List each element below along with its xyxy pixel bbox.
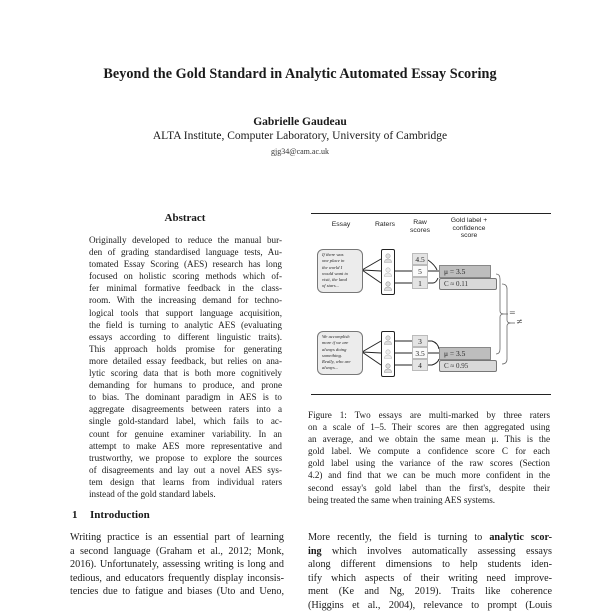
abstract-line: more detailed essay feedback, but relies on ana- — [89, 355, 282, 366]
essay-text-line: of stars... — [322, 283, 340, 289]
col-header-raw-line1: Raw — [413, 219, 427, 226]
abstract-line: trustworthy, we propose to explore the sources — [89, 452, 282, 463]
essay-1-gold-label: μ = 3.5 — [439, 265, 491, 278]
rater-person-icon — [384, 253, 392, 263]
right-line: ment (Ke and Ng, 2019). Traits like coherence — [308, 586, 552, 598]
rater-person-icon — [384, 349, 392, 359]
introduction-body — [70, 531, 284, 599]
essay-1-raters — [381, 249, 395, 295]
right-column-body — [308, 531, 552, 613]
essay-text-line: always... — [322, 365, 339, 371]
section-heading-introduction — [72, 509, 150, 521]
essay-2-confidence: C ≈ 0.95 — [439, 360, 497, 372]
text-run: which involves automatically assessing essays — [321, 545, 552, 557]
abstract-line: lytic scoring data that is both more cognitively — [89, 368, 282, 379]
author-affiliation: ALTA Institute, Computer Laboratory, University of Cambridge — [152, 130, 448, 142]
essay-text-line: Really, who are — [322, 359, 351, 365]
abstract-line: Originally developed to reduce the manual bur- — [89, 235, 282, 245]
caption-line: on a scale of 1–5. Their scores are then aggregated using — [308, 422, 550, 433]
caption-line: gold label using the variance of the raw scores (Section — [308, 458, 550, 469]
rater-person-icon — [384, 281, 392, 291]
essay-2-score-2: 3.5 — [412, 347, 428, 359]
col-header-gold-line3: score — [460, 232, 478, 239]
caption-line: Figure 1: Two essays are multi-marked by three raters — [308, 410, 550, 420]
caption-line: gold label. We compute a confidence score C for each — [308, 446, 550, 457]
col-header-gold-line2: confidence — [452, 224, 486, 232]
abstract-line: instead of the gold standard labels. — [89, 488, 216, 499]
rater-person-icon — [384, 267, 392, 277]
author-email[interactable]: gjg34@cam.ac.uk — [270, 147, 329, 156]
abstract-line: room. With the increasing demand for techno- — [89, 295, 282, 306]
author-name: Gabrielle Gaudeau — [253, 116, 347, 128]
abstract-line: essays according to different linguistic traits). — [89, 331, 282, 342]
essay-text-line: the world I — [322, 264, 343, 270]
abstract-line: attempt to make AES more representative and — [89, 440, 282, 451]
abstract-line: of disagreements and lay out a novel AES sys- — [89, 464, 282, 475]
caption-line: second essay's gold label than the first's, despite their — [308, 482, 550, 493]
essay-2-text-box — [317, 331, 363, 375]
text-run: More recently, the field is turning to — [308, 532, 490, 543]
figure-1-caption — [308, 409, 550, 506]
rater-person-icon — [384, 363, 392, 373]
essay-text-line: We accomplish — [322, 334, 350, 339]
col-header-essay: Essay — [331, 221, 351, 228]
rater-person-icon — [384, 335, 392, 345]
essay-2-score-1: 3 — [412, 335, 428, 347]
essay-text-line: If there was — [322, 252, 344, 257]
intro-line: a second language (Graham et al., 2012; Monk, — [70, 545, 284, 557]
essay-text-line: more if we are — [322, 340, 349, 346]
right-line: (Higgins et al., 2004), relevance to prompt (Louis — [308, 599, 552, 611]
abstract-line: logical tools that support language acquisition, — [89, 307, 282, 318]
essay-1-confidence: C ≈ 0.11 — [439, 278, 497, 290]
intro-line: Writing practice is an essential part of learning — [70, 532, 284, 543]
essay-1-score-3: 1 — [412, 277, 428, 289]
abstract-line: count for genuine examiner variability. In an — [89, 428, 282, 439]
figure-1 — [311, 213, 551, 399]
right-line — [308, 545, 552, 559]
bold-term: ing — [308, 545, 322, 557]
equal-symbol: = — [509, 308, 516, 317]
essay-text-line: one place in — [322, 258, 345, 264]
section-title: Introduction — [90, 509, 150, 521]
essay-text-line: visit, the land — [322, 277, 347, 283]
abstract-body — [89, 234, 282, 500]
abstract-line: focused on holistic scoring methods which of- — [89, 271, 282, 282]
abstract-line: aggregate disagreements between raters into a — [89, 404, 282, 415]
essay-1-text-box — [317, 249, 363, 293]
abstract-line: tem design that learns from individual raters — [89, 476, 282, 487]
section-number: 1 — [72, 509, 78, 521]
essay-text-line: would want to — [322, 270, 349, 276]
intro-line: tencies due to fatigue and biases (Uto and Ueno, — [70, 586, 284, 598]
abstract-line: the field is turning to analytic AES (evaluating — [89, 319, 282, 330]
caption-line: 4.2) and find that we can be much more confident in the — [308, 470, 550, 481]
essay-2-score-3: 4 — [412, 359, 428, 371]
intro-line: tedious, and educators frequently display inconsis- — [70, 572, 284, 584]
abstract-line: to bias. The dominant paradigm in AES is to — [89, 392, 282, 403]
right-line — [308, 531, 552, 545]
essay-1-score-2: 5 — [412, 265, 428, 277]
abstract-line: single gold-standard label, which fails to ac- — [89, 416, 282, 427]
col-header-raw-line2: scores — [409, 226, 431, 234]
bold-term: analytic scor- — [489, 532, 552, 543]
right-line: tify which aspects of their writing need improve- — [308, 572, 552, 584]
not-equal-symbol: ≠ — [516, 317, 523, 326]
abstract-line: demanding for humans to produce, and prone — [89, 380, 282, 391]
caption-line: an average, and we obtain the same mean μ. This is the — [308, 434, 550, 445]
essay-2-raters — [381, 331, 395, 377]
essay-1-score-1: 4.5 — [412, 253, 428, 265]
paper-title: Beyond the Gold Standard in Analytic Automated Essay Scoring — [103, 66, 497, 82]
right-line: along different dimensions to help students iden- — [308, 559, 552, 571]
abstract-line: fer minimal formative feedback in the class- — [89, 283, 282, 294]
col-header-gold-line1: Gold label + — [450, 217, 488, 224]
abstract-line: This approach holds promise for generating — [89, 343, 282, 354]
abstract-line: tomated Essay Scoring (AES) research has long — [89, 259, 282, 270]
caption-line: being treated the same when training AES systems. — [308, 494, 496, 505]
essay-text-line: always doing — [322, 346, 347, 352]
intro-line: 2016). Unfortunately, assessing writing is long and — [70, 559, 284, 571]
col-header-raters: Raters — [374, 221, 396, 228]
essay-text-line: something. — [322, 352, 343, 358]
abstract-heading: Abstract — [164, 212, 206, 224]
essay-2-gold-label: μ = 3.5 — [439, 347, 491, 360]
abstract-line: den of grading standardised language tests, Au- — [89, 247, 282, 258]
